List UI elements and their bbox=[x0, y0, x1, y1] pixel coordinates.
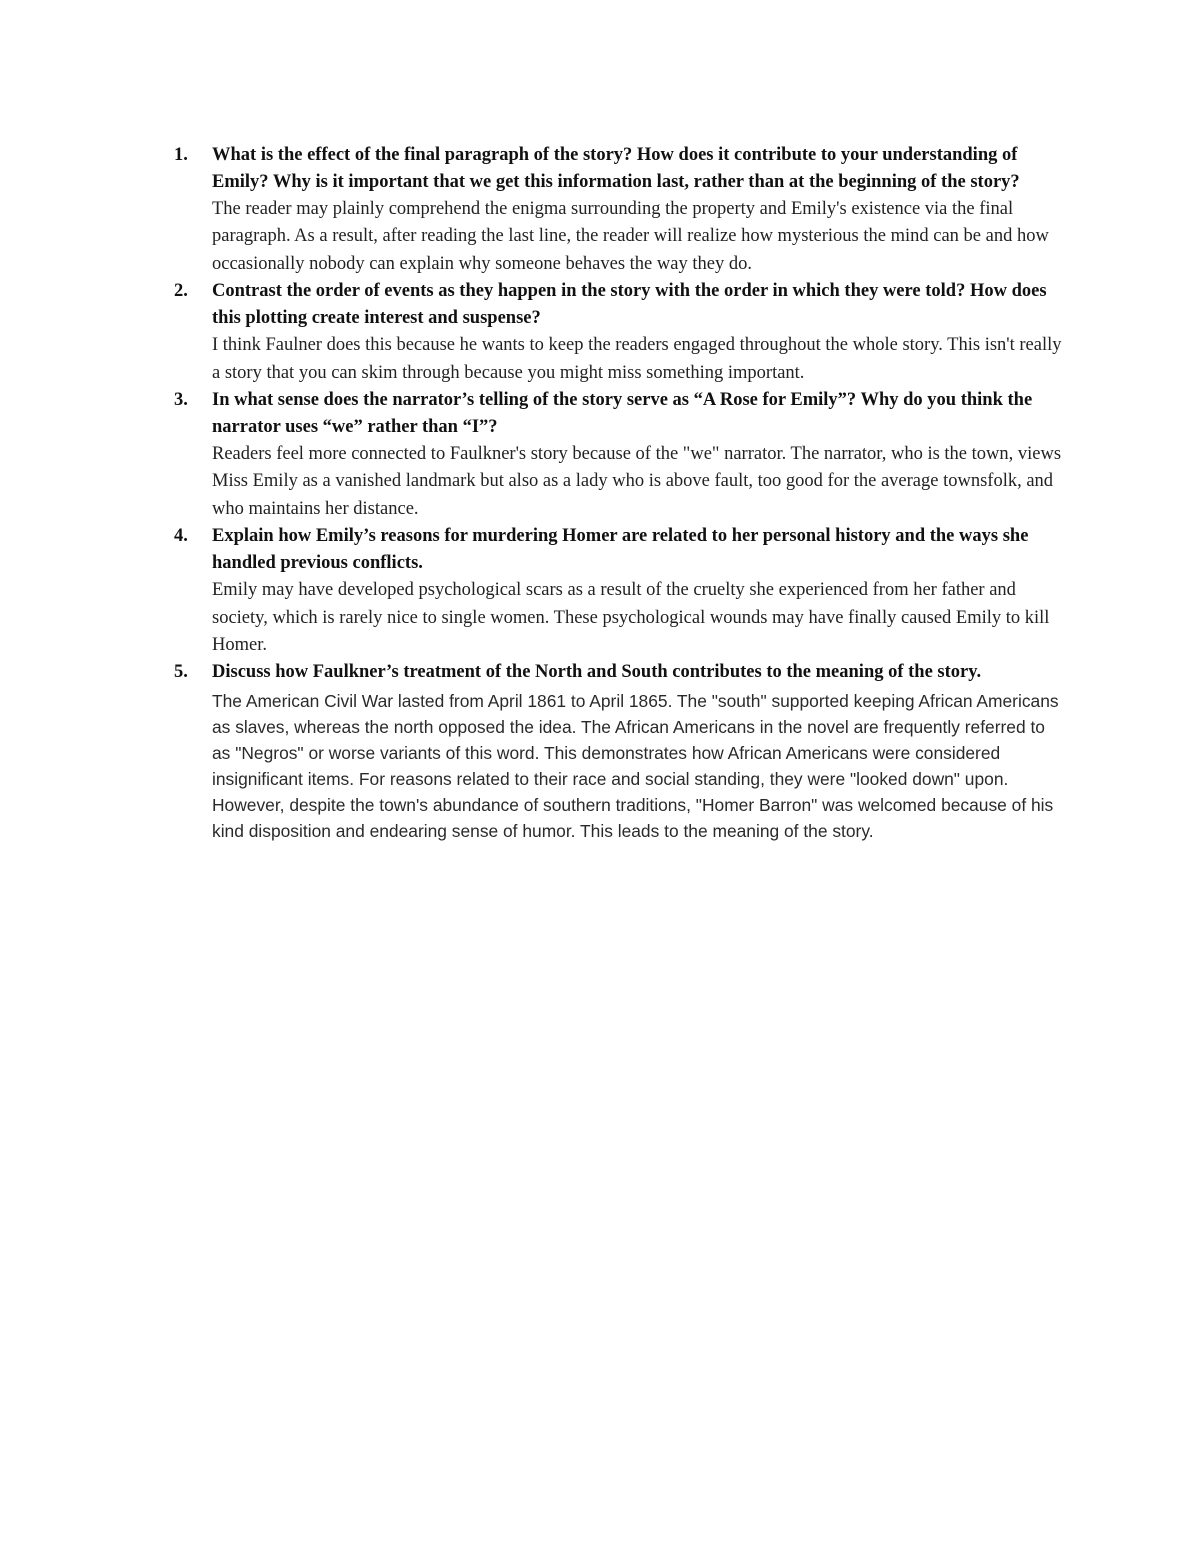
question-text: In what sense does the narrator’s telling of the story serve as “A Rose for Emily”? Why do you think the narrator uses “we” rather than “I”? bbox=[212, 390, 1033, 438]
answer-text: Emily may have developed psychological scars as a result of the cruelty she experienced from her father and society, which is rarely nice to single women. These psychological wounds may have finally caused Emily to kill Homer. bbox=[212, 580, 1050, 656]
item-number: 1. bbox=[174, 145, 188, 165]
item-number: 5. bbox=[174, 662, 188, 683]
answer-text: The American Civil War lasted from April 1861 to April 1865. The "south" supported keeping African Americans as slaves, whereas the north opposed the idea. The African Americans in the novel are frequently referred to as "Negros" or worse variants of this word. This demonstrates how African Americans were considered insignificant items. For reasons related to their race and social standing, they were "looked down" upon. However, despite the town's abundance of southern traditions, "Homer Barron" was welcomed because of his kind disposition and endearing sense of humor. This leads to the meaning of the story. bbox=[212, 691, 1059, 842]
answer-text: The reader may plainly comprehend the enigma surrounding the property and Emily's existence via the final paragraph. As a result, after reading the last line, the reader will realize how mysterious the mind can be and how occasionally nobody can explain why someone behaves the way they do. bbox=[212, 199, 1049, 274]
item-number: 4. bbox=[174, 526, 188, 547]
list-item bbox=[172, 387, 1062, 523]
item-number: 3. bbox=[174, 390, 188, 411]
question-text: What is the effect of the final paragraph of the story? How does it contribute to your understanding of Emily? Why is it important that we get this information last, rather than at the beginning of the story? bbox=[212, 145, 1020, 192]
answer-text: I think Faulner does this because he wants to keep the readers engaged throughout the whole story. This isn't really a story that you can skim through because you might miss something important. bbox=[212, 335, 1062, 383]
question-list bbox=[172, 142, 1062, 844]
list-item bbox=[172, 659, 1062, 844]
question-text: Contrast the order of events as they happen in the story with the order in which they were told? How does this plotting create interest and suspense? bbox=[212, 281, 1047, 329]
list-item bbox=[172, 523, 1062, 659]
question-text: Discuss how Faulkner’s treatment of the North and South contributes to the meaning of the story. bbox=[212, 662, 982, 683]
answer-text: Readers feel more connected to Faulkner's story because of the "we" narrator. The narrator, who is the town, views Miss Emily as a vanished landmark but also as a lady who is above fault, too good for the average townsfolk, and who maintains her distance. bbox=[212, 444, 1062, 519]
list-item bbox=[172, 278, 1062, 387]
item-number: 2. bbox=[174, 281, 188, 302]
list-item bbox=[172, 142, 1062, 278]
question-text: Explain how Emily’s reasons for murdering Homer are related to her personal history and the ways she handled previous conflicts. bbox=[212, 526, 1029, 574]
